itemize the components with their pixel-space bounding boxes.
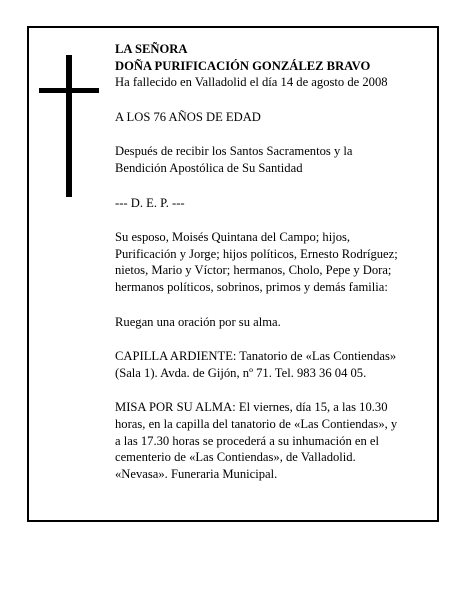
mass-line-4: cementerio de «Las Contiendas», de Valladolid. <box>115 450 356 465</box>
mass-line-2: horas, en la capilla del tanatorio de «Las Contiendas», y <box>115 416 398 431</box>
cross-horizontal-bar <box>39 88 99 93</box>
chapel-line-2: (Sala 1). Avda. de Gijón, nº 71. Tel. 983 36 04 05. <box>115 365 367 380</box>
rip-line: --- D. E. P. --- <box>115 195 185 210</box>
chapel-block <box>115 348 437 381</box>
obituary-notice <box>27 26 439 522</box>
family-line-4: hermanos políticos, sobrinos, primos y demás familia: <box>115 279 388 294</box>
mass-line-5: «Nevasa». Funeraria Municipal. <box>115 466 278 481</box>
deceased-name: DOÑA PURIFICACIÓN GONZÁLEZ BRAVO <box>115 58 371 73</box>
latin-cross-icon <box>39 55 99 197</box>
family-line-2: Purificación y Jorge; hijos políticos, Ernesto Rodríguez; <box>115 246 398 261</box>
mass-line-1: MISA POR SU ALMA: El viernes, día 15, a las 10.30 <box>115 400 388 415</box>
notice-text <box>115 41 437 482</box>
age-line: A LOS 76 AÑOS DE EDAD <box>115 109 261 124</box>
prayer-line: Ruegan una oración por su alma. <box>115 314 281 329</box>
family-line-3: nietos, Mario y Víctor; hermanos, Cholo, Pepe y Dora; <box>115 263 392 278</box>
chapel-line-1: CAPILLA ARDIENTE: Tanatorio de «Las Contiendas» <box>115 349 397 364</box>
sacraments-line-2: Bendición Apostólica de Su Santidad <box>115 160 303 175</box>
sacraments-block <box>115 143 437 176</box>
header-block <box>115 41 437 91</box>
mass-block <box>115 399 437 482</box>
cross-vertical-bar <box>66 55 72 197</box>
mass-line-3: a las 17.30 horas se procederá a su inhumación en el <box>115 433 380 448</box>
notice-title: LA SEÑORA <box>115 42 188 56</box>
deceased-line: Ha fallecido en Valladolid el día 14 de agosto de 2008 <box>115 75 388 90</box>
family-line-1: Su esposo, Moisés Quintana del Campo; hijos, <box>115 230 351 245</box>
sacraments-line-1: Después de recibir los Santos Sacramentos y la <box>115 144 353 159</box>
family-block <box>115 229 437 295</box>
